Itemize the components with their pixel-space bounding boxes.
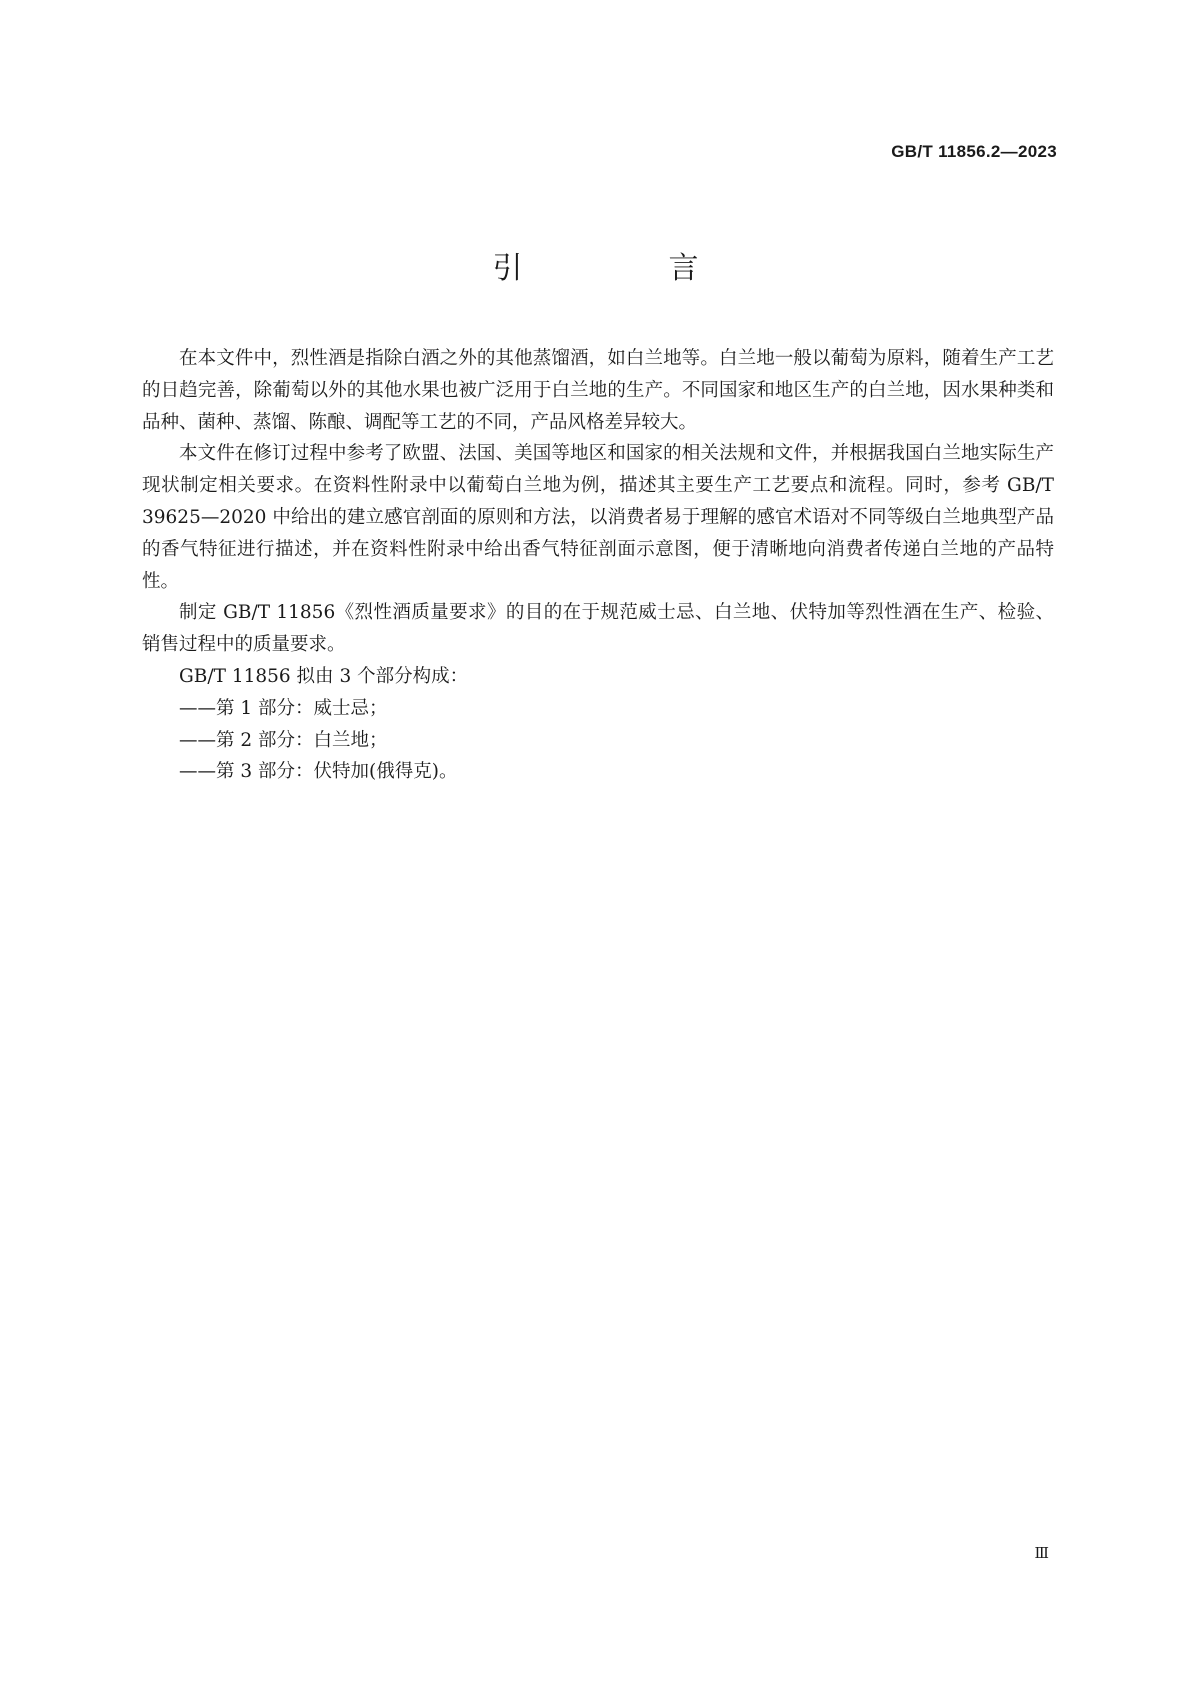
page-title: 引 言 bbox=[492, 251, 757, 286]
paragraph-definition: 在本文件中，烈性酒是指除白酒之外的其他蒸馏酒，如白兰地等。白兰地一般以葡萄为原料，随着生产工艺的日趋完善，除葡萄以外的其他水果也被广泛用于白兰地的生产。不同国家和地区生产的白兰地，因水果种类和品种、菌种、蒸馏、陈酿、调配等工艺的不同，产品风格差异较大。 bbox=[142, 348, 1054, 433]
standard-code: GB/T 11856.2—2023 bbox=[891, 142, 1057, 161]
document-body bbox=[142, 343, 1054, 788]
paragraph-purpose: 制定 GB/T 11856《烈性酒质量要求》的目的在于规范威士忌、白兰地、伏特加等烈性酒在生产、检验、销售过程中的质量要求。 bbox=[142, 602, 1054, 656]
paragraph-revision: 本文件在修订过程中参考了欧盟、法国、美国等地区和国家的相关法规和文件，并根据我国白兰地实际生产现状制定相关要求。在资料性附录中以葡萄白兰地为例，描述其主要生产工艺要点和流程。同时，参考 GB/T 39625—2020 中给出的建立感官剖面的原则和方法，以消费者易于理解的感官术语对不同等级白兰地典型产品的香气特征进行描述，并在资料性附录中给出香气特征剖面示意图，便于清晰地向消费者传递白兰地的产品特性。 bbox=[142, 443, 1054, 592]
paragraph-structure: GB/T 11856 拟由 3 个部分构成： bbox=[179, 665, 469, 687]
page-number: Ⅲ bbox=[1034, 1544, 1049, 1562]
list-item-part-1: ——第 1 部分：威士忌； bbox=[179, 697, 388, 719]
list-item-part-2: ——第 2 部分：白兰地； bbox=[179, 729, 388, 751]
list-item-part-3: ——第 3 部分：伏特加(俄得克)。 bbox=[179, 761, 458, 783]
